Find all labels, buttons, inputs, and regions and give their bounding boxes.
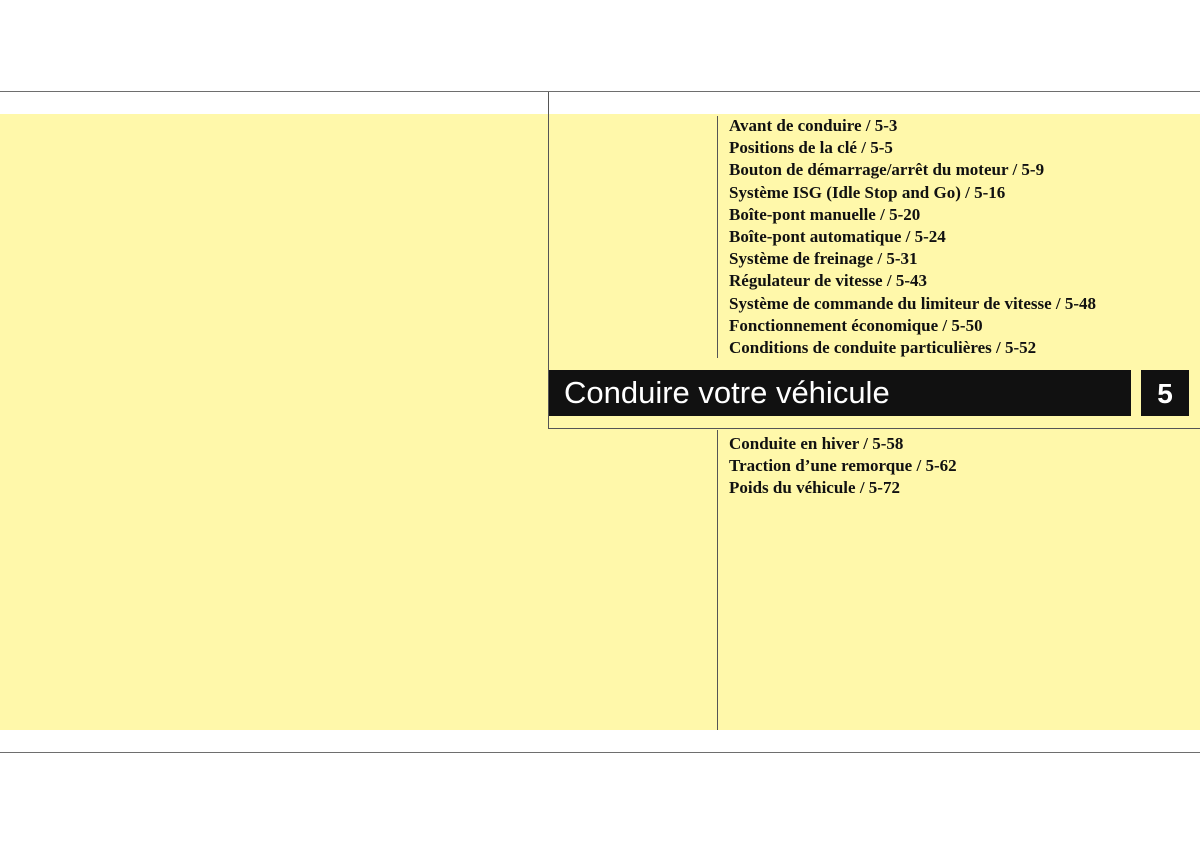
toc-item[interactable]: Traction d’une remorque / 5-62 xyxy=(729,456,957,476)
chapter-underline xyxy=(548,428,1200,429)
toc-item[interactable]: Boîte-pont automatique / 5-24 xyxy=(729,226,946,246)
toc-item[interactable]: Système ISG (Idle Stop and Go) / 5-16 xyxy=(729,182,1006,202)
toc-list-top xyxy=(729,115,1096,359)
toc-item[interactable]: Positions de la clé / 5-5 xyxy=(729,138,893,158)
toc-item[interactable]: Régulateur de vitesse / 5-43 xyxy=(729,271,927,291)
bottom-rule xyxy=(0,752,1200,753)
toc-divider-top xyxy=(717,116,718,358)
top-rule xyxy=(0,91,1200,92)
toc-item[interactable]: Conduite en hiver / 5-58 xyxy=(729,434,904,453)
toc-item[interactable]: Avant de conduire / 5-3 xyxy=(729,116,898,135)
toc-item[interactable]: Conditions de conduite particulières / 5-52 xyxy=(729,337,1037,357)
toc-list-bottom xyxy=(729,433,957,500)
toc-item[interactable]: Poids du véhicule / 5-72 xyxy=(729,478,900,498)
toc-item[interactable]: Boîte-pont manuelle / 5-20 xyxy=(729,204,921,224)
toc-item[interactable]: Bouton de démarrage/arrêt du moteur / 5-9 xyxy=(729,160,1045,180)
toc-item[interactable]: Système de freinage / 5-31 xyxy=(729,249,918,269)
toc-divider-bottom xyxy=(717,430,718,730)
chapter-title: Conduire votre véhicule xyxy=(549,370,1131,416)
toc-item[interactable]: Système de commande du limiteur de vitesse / 5-48 xyxy=(729,293,1097,313)
toc-item[interactable]: Fonctionnement économique / 5-50 xyxy=(729,315,983,335)
chapter-number-tab: 5 xyxy=(1141,370,1189,416)
